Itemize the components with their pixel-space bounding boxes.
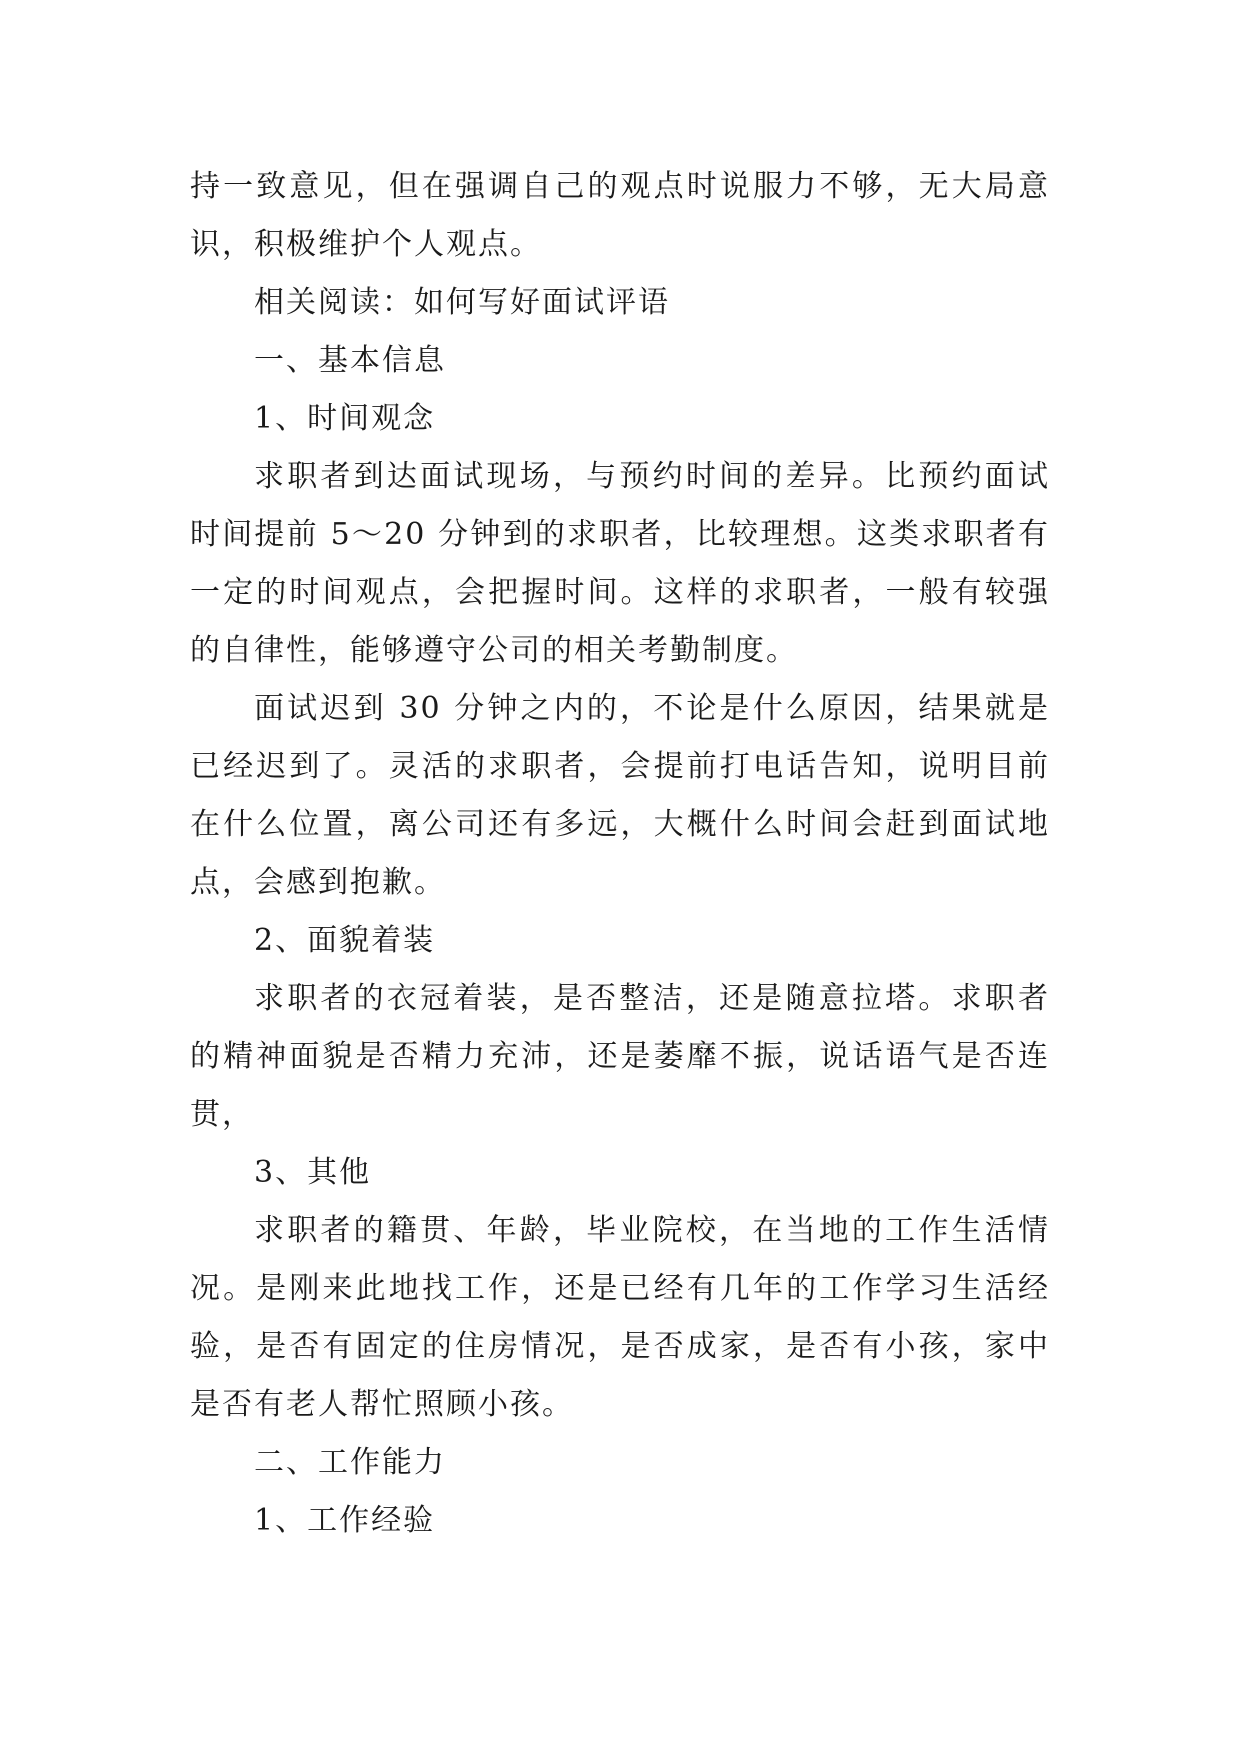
section-heading-basic-info: 一、基本信息 [254,343,446,378]
related-reading-heading: 相关阅读：如何写好面试评语 [254,285,670,320]
subheading-time-concept: 1、时间观念 [254,401,436,436]
subheading-appearance: 2、面貌着装 [254,923,436,958]
subheading-work-experience: 1、工作经验 [254,1503,436,1538]
paragraph-arrival-time: 求职者到达面试现场，与预约时间的差异。比预约面试时间提前 5～20 分钟到的求职者，比较理想。这类求职者有一定的时间观点，会把握时间。这样的求职者，一般有较强的自律性，能够遵守公司的相关考勤制度。 [190,459,1050,668]
paragraph-late-arrival: 面试迟到 30 分钟之内的，不论是什么原因，结果就是已经迟到了。灵活的求职者，会提前打电话告知，说明目前在什么位置，离公司还有多远，大概什么时间会赶到面试地点，会感到抱歉。 [190,691,1050,900]
paragraph-other: 求职者的籍贯、年龄，毕业院校，在当地的工作生活情况。是刚来此地找工作，还是已经有几年的工作学习生活经验，是否有固定的住房情况，是否成家，是否有小孩，家中是否有老人帮忙照顾小孩。 [190,1213,1050,1422]
paragraph-continuation: 持一致意见，但在强调自己的观点时说服力不够，无大局意识，积极维护个人观点。 [190,169,1050,262]
document-body [190,158,1050,1550]
paragraph-appearance: 求职者的衣冠着装，是否整洁，还是随意拉塔。求职者的精神面貌是否精力充沛，还是萎靡不振，说话语气是否连贯， [190,981,1050,1132]
subheading-other: 3、其他 [254,1155,372,1190]
section-heading-work-ability: 二、工作能力 [254,1445,446,1480]
